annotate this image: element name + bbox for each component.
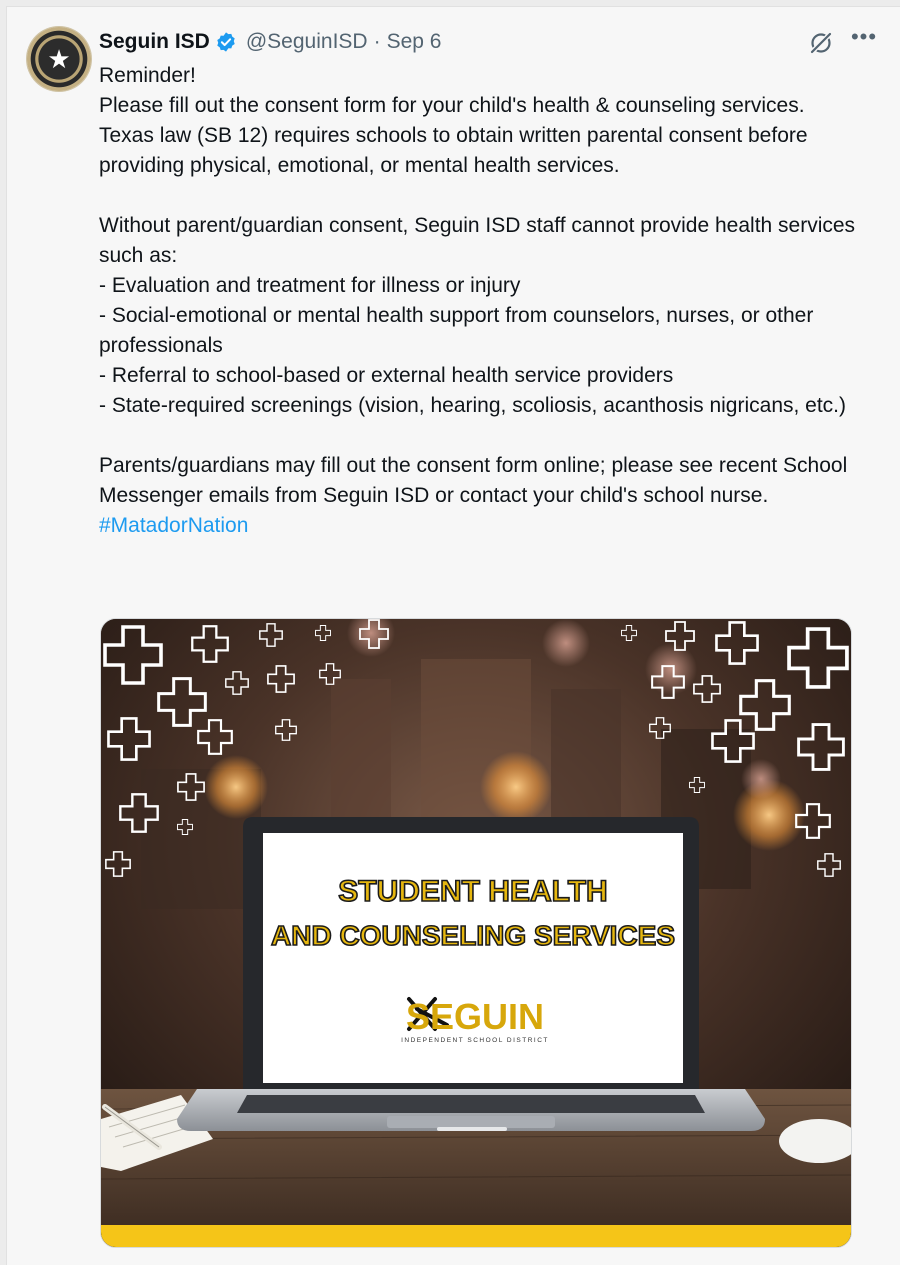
star-seal-icon: ★ <box>47 44 71 74</box>
logo-text: SEGUIN <box>405 996 545 1037</box>
tweet-line: - Evaluation and treatment for illness or injury <box>99 274 521 297</box>
tweet-line: - State-required screenings (vision, hearing, scoliosis, acanthosis nigricans, etc.) <box>99 394 847 417</box>
tweet-line: Without parent/guardian consent, Seguin ISD staff cannot provide health services such as: <box>99 214 856 267</box>
logo-subtext: INDEPENDENT SCHOOL DISTRICT <box>401 1037 549 1044</box>
avatar[interactable] <box>27 27 91 91</box>
more-icon[interactable]: ••• <box>850 24 878 49</box>
seguin-logo <box>401 996 549 1044</box>
hashtag-link[interactable]: #MatadorNation <box>99 514 249 537</box>
user-handle[interactable]: @SeguinISD <box>245 30 368 53</box>
blank-line <box>99 181 869 211</box>
verified-badge-icon <box>215 31 237 53</box>
tweet-line: Reminder! <box>99 64 196 87</box>
tweet-text-final: Parents/guardians may fill out the consent form online; please see recent School Messenger emails from Seguin ISD or contact your child's school nurse. <box>99 454 848 507</box>
graphic-svg <box>101 619 851 1247</box>
tweet-image[interactable] <box>100 618 852 1248</box>
footer-bar <box>101 1225 851 1247</box>
screen-title-line1: STUDENT HEALTH <box>338 875 608 908</box>
tweet-text <box>99 61 869 541</box>
tweet-line: - Social-emotional or mental health support from counselors, nurses, or other professionals <box>99 304 814 357</box>
tweet-line-last <box>99 451 869 541</box>
screen-title-line2: AND COUNSELING SERVICES <box>271 920 675 951</box>
blank-line <box>99 421 869 451</box>
tweet-card[interactable] <box>6 6 900 1265</box>
tweet-line: Texas law (SB 12) requires schools to obtain written parental consent before providing physical, emotional, or mental health services. <box>99 124 808 177</box>
grok-icon[interactable] <box>807 29 835 57</box>
laptop-illustration <box>177 817 765 1131</box>
tweet-line: - Referral to school-based or external health service providers <box>99 364 674 387</box>
display-name[interactable]: Seguin ISD <box>99 30 210 53</box>
tweet-line: Please fill out the consent form for your child's health & counseling services. <box>99 94 805 117</box>
separator-dot: · <box>373 30 381 53</box>
tweet-date[interactable]: Sep 6 <box>386 30 442 53</box>
tweet-header <box>99 29 441 55</box>
